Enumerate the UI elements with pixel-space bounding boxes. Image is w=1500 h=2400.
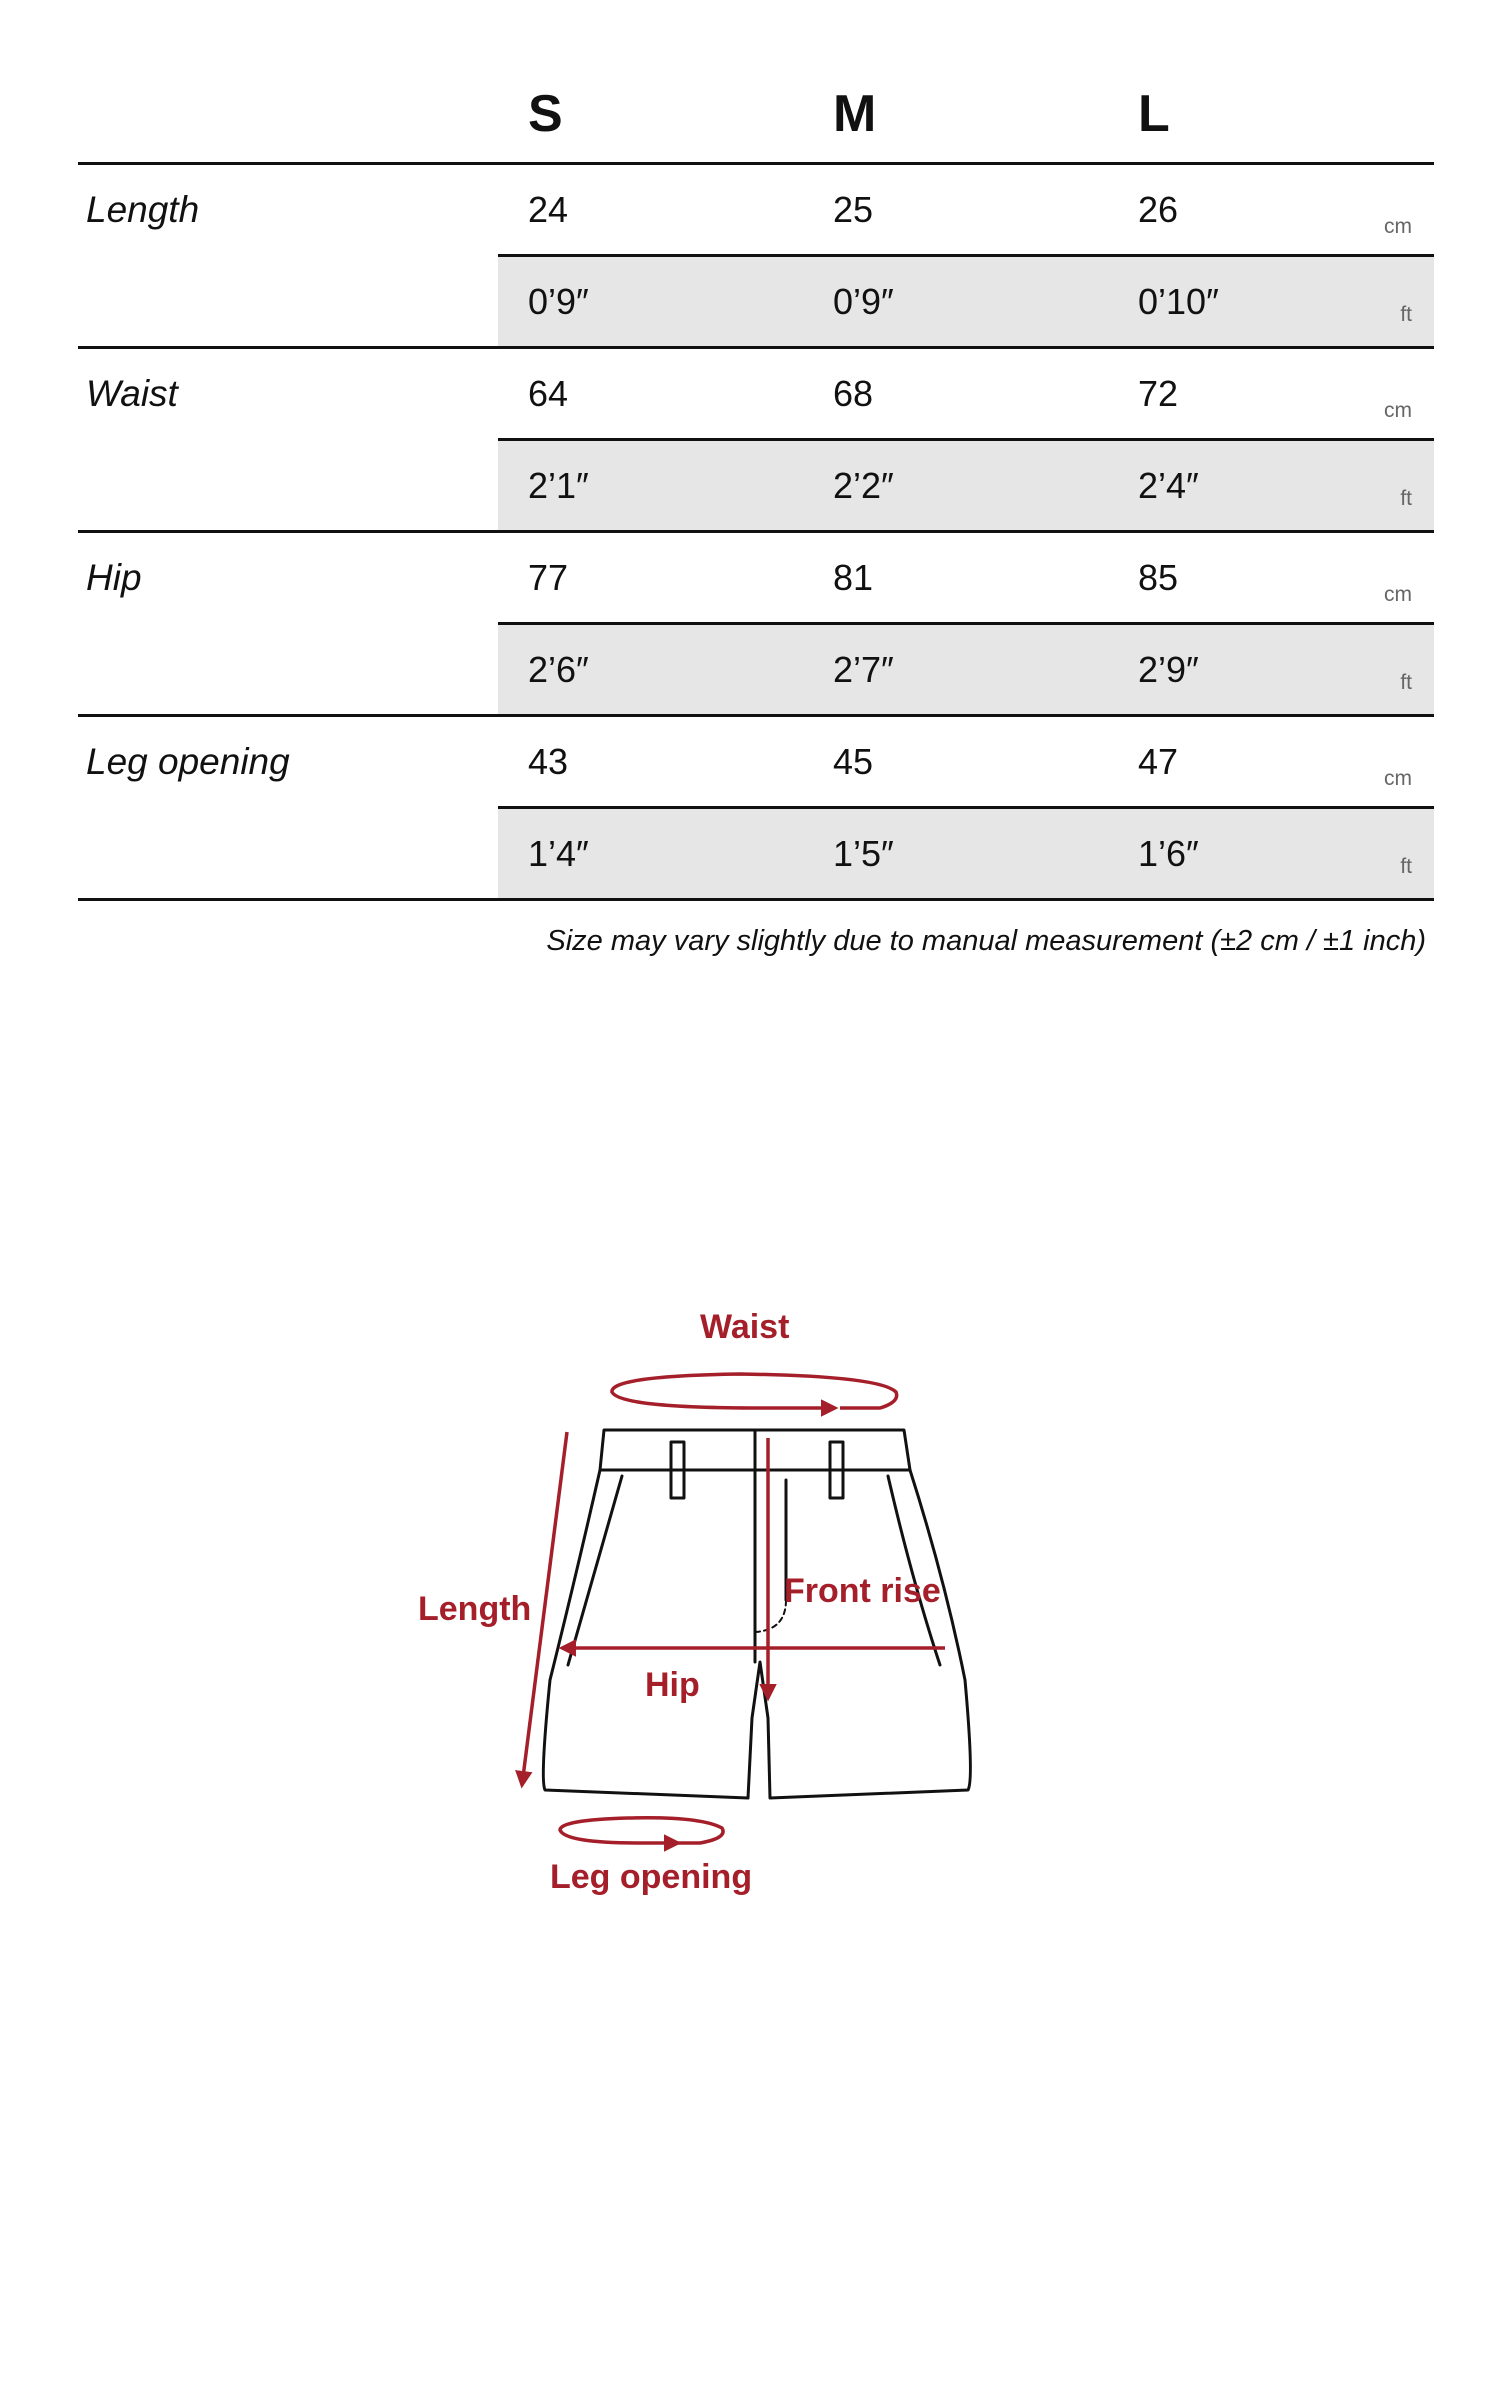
waist-arrow-icon [612,1374,897,1408]
measurement-row-cm [498,533,1434,625]
measurement-row-cm [498,165,1434,257]
value-cell: 0’10″ [1138,281,1219,322]
value-cell: 2’7″ [833,649,894,690]
measurement-group-hip [78,533,1434,717]
value-cell: 81 [833,557,874,598]
measurement-name: Length [86,189,200,230]
value-cell: 45 [833,741,874,782]
value-cell: 0’9″ [833,281,894,322]
measurement-row-ft [498,441,1434,530]
value-cell: 24 [528,189,569,230]
disclaimer-row [78,901,1434,961]
value-cell: 1’4″ [528,833,589,874]
measurement-row-cm [498,717,1434,809]
measurement-disclaimer: Size may vary slightly due to manual measurement (±2 cm / ±1 inch) [546,925,1426,957]
measurement-row-ft [498,257,1434,346]
value-cell: 0’9″ [528,281,589,322]
measurement-row-ft [498,809,1434,898]
value-cell: 2’1″ [528,465,589,506]
unit-label-ft: ft [1400,855,1412,878]
diagram-label-leg-opening: Leg opening [550,1858,753,1896]
size-header-row [78,60,1434,165]
measurement-name: Hip [86,557,142,598]
size-label-m: M [833,85,877,143]
leg-opening-arrow-icon [560,1818,723,1843]
diagram-label-front-rise: Front rise [784,1572,941,1610]
shorts-measurement-diagram [0,1280,1500,1920]
value-cell: 1’6″ [1138,833,1199,874]
value-cell: 2’2″ [833,465,894,506]
shorts-drawing [543,1430,970,1798]
value-cell: 2’4″ [1138,465,1199,506]
size-label-s: S [528,85,563,143]
shorts-outline-icon [0,1280,1500,1920]
unit-label-ft: ft [1400,303,1412,326]
unit-label-ft: ft [1400,671,1412,694]
measurement-name: Leg opening [86,741,290,782]
value-cell: 47 [1138,741,1179,782]
value-cell: 26 [1138,189,1179,230]
unit-label-ft: ft [1400,487,1412,510]
value-cell: 2’6″ [528,649,589,690]
diagram-label-waist: Waist [700,1308,790,1346]
value-cell: 85 [1138,557,1179,598]
unit-label-cm: cm [1384,767,1412,790]
measurement-group-length [78,165,1434,349]
size-label-l: L [1138,85,1170,143]
diagram-label-hip: Hip [645,1666,700,1704]
unit-label-cm: cm [1384,583,1412,606]
value-cell: 72 [1138,373,1179,414]
diagram-label-length: Length [418,1590,532,1628]
value-cell: 25 [833,189,874,230]
value-cell: 2’9″ [1138,649,1199,690]
measurement-group-waist [78,349,1434,533]
value-cell: 43 [528,741,569,782]
size-chart-table [78,60,1434,961]
measurement-name: Waist [86,373,178,414]
measurement-row-cm [498,349,1434,441]
value-cell: 68 [833,373,874,414]
measurement-row-ft [498,625,1434,714]
unit-label-cm: cm [1384,399,1412,422]
value-cell: 1’5″ [833,833,894,874]
value-cell: 77 [528,557,569,598]
value-cell: 64 [528,373,569,414]
measurement-group-leg-opening [78,717,1434,901]
unit-label-cm: cm [1384,215,1412,238]
